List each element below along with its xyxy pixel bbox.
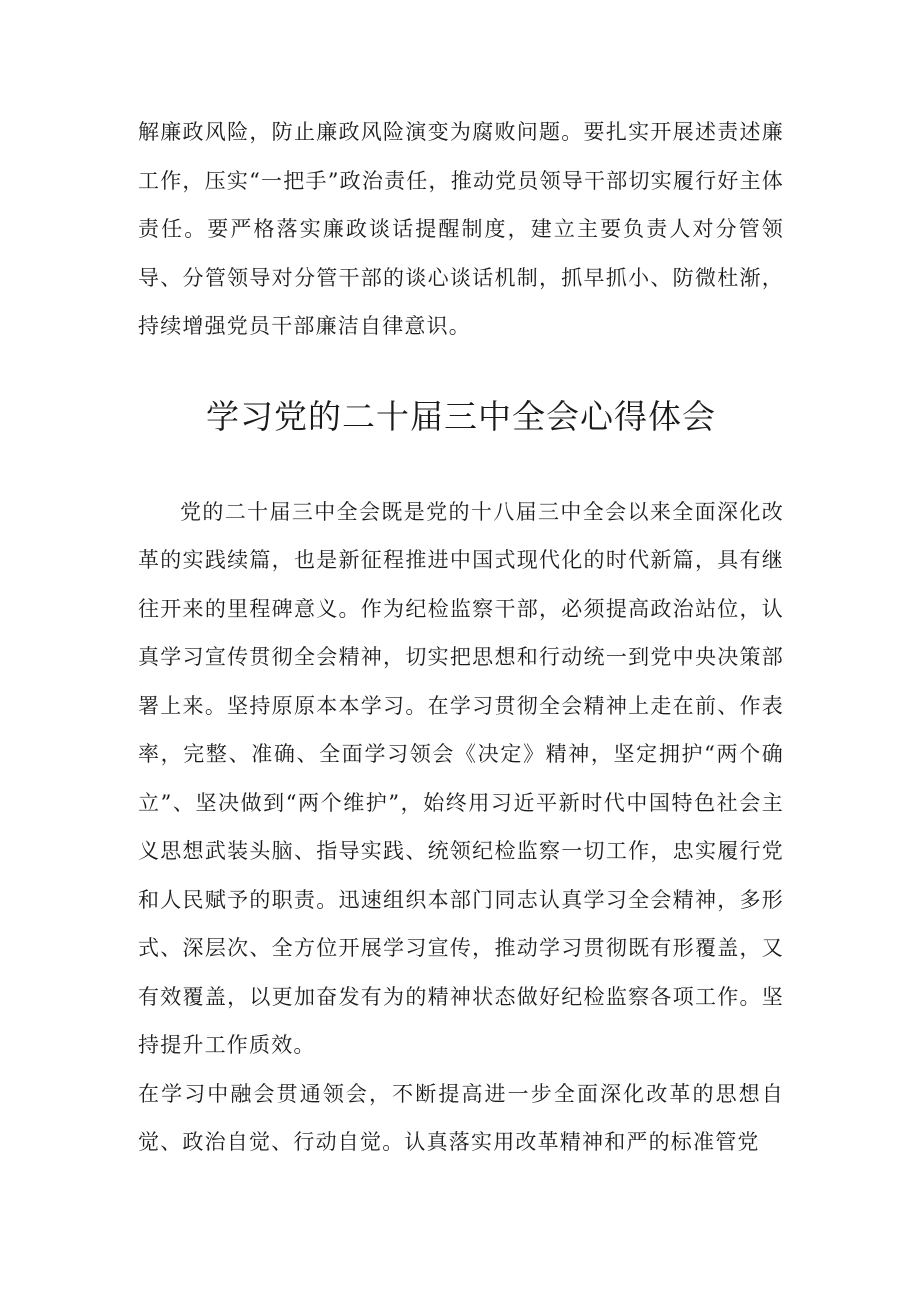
body-paragraph-1: 党的二十届三中全会既是党的十八届三中全会以来全面深化改革的实践续篇，也是新征程推进中国式现代化的时代新篇，具有继往开来的里程碑意义。作为纪检监察干部，必须提高政治站位，认真学习宣传贯彻全会精神，切实把思想和行动统一到党中央决策部署上来。坚持原原本本学习。在学习贯彻全会精神上走在前、作表率，完整、准确、全面学习领会《决定》精神，坚定拥护“两个确立”、坚决做到“两个维护”，始终用习近平新时代中国特色社会主义思想武装头脑、指导实践、统领纪检监察一切工作，忠实履行党和人民赋予的职责。迅速组织本部门同志认真学习全会精神，多形式、深层次、全方位开展学习宣传，推动学习贯彻既有形覆盖，又有效覆盖，以更加奋发有为的精神状态做好纪检监察各项工作。坚持提升工作质效。 — [138, 499, 784, 1057]
body-paragraph-2: 在学习中融会贯通领会，不断提高进一步全面深化改革的思想自觉、政治自觉、行动自觉。认真落实用改革精神和严的标准管党 — [138, 1081, 784, 1154]
document-title: 学习党的二十届三中全会心得体会 — [206, 396, 716, 436]
document-page — [138, 108, 784, 1167]
continuation-paragraph: 解廉政风险，防止廉政风险演变为腐败问题。要扎实开展述责述廉工作，压实“一把手”政治责任，推动党员领导干部切实履行好主体责任。要严格落实廉政谈话提醒制度，建立主要负责人对分管领导、分管领导对分管干部的谈心谈话机制，抓早抓小、防微杜渐，持续增强党员干部廉洁自律意识。 — [138, 120, 784, 338]
